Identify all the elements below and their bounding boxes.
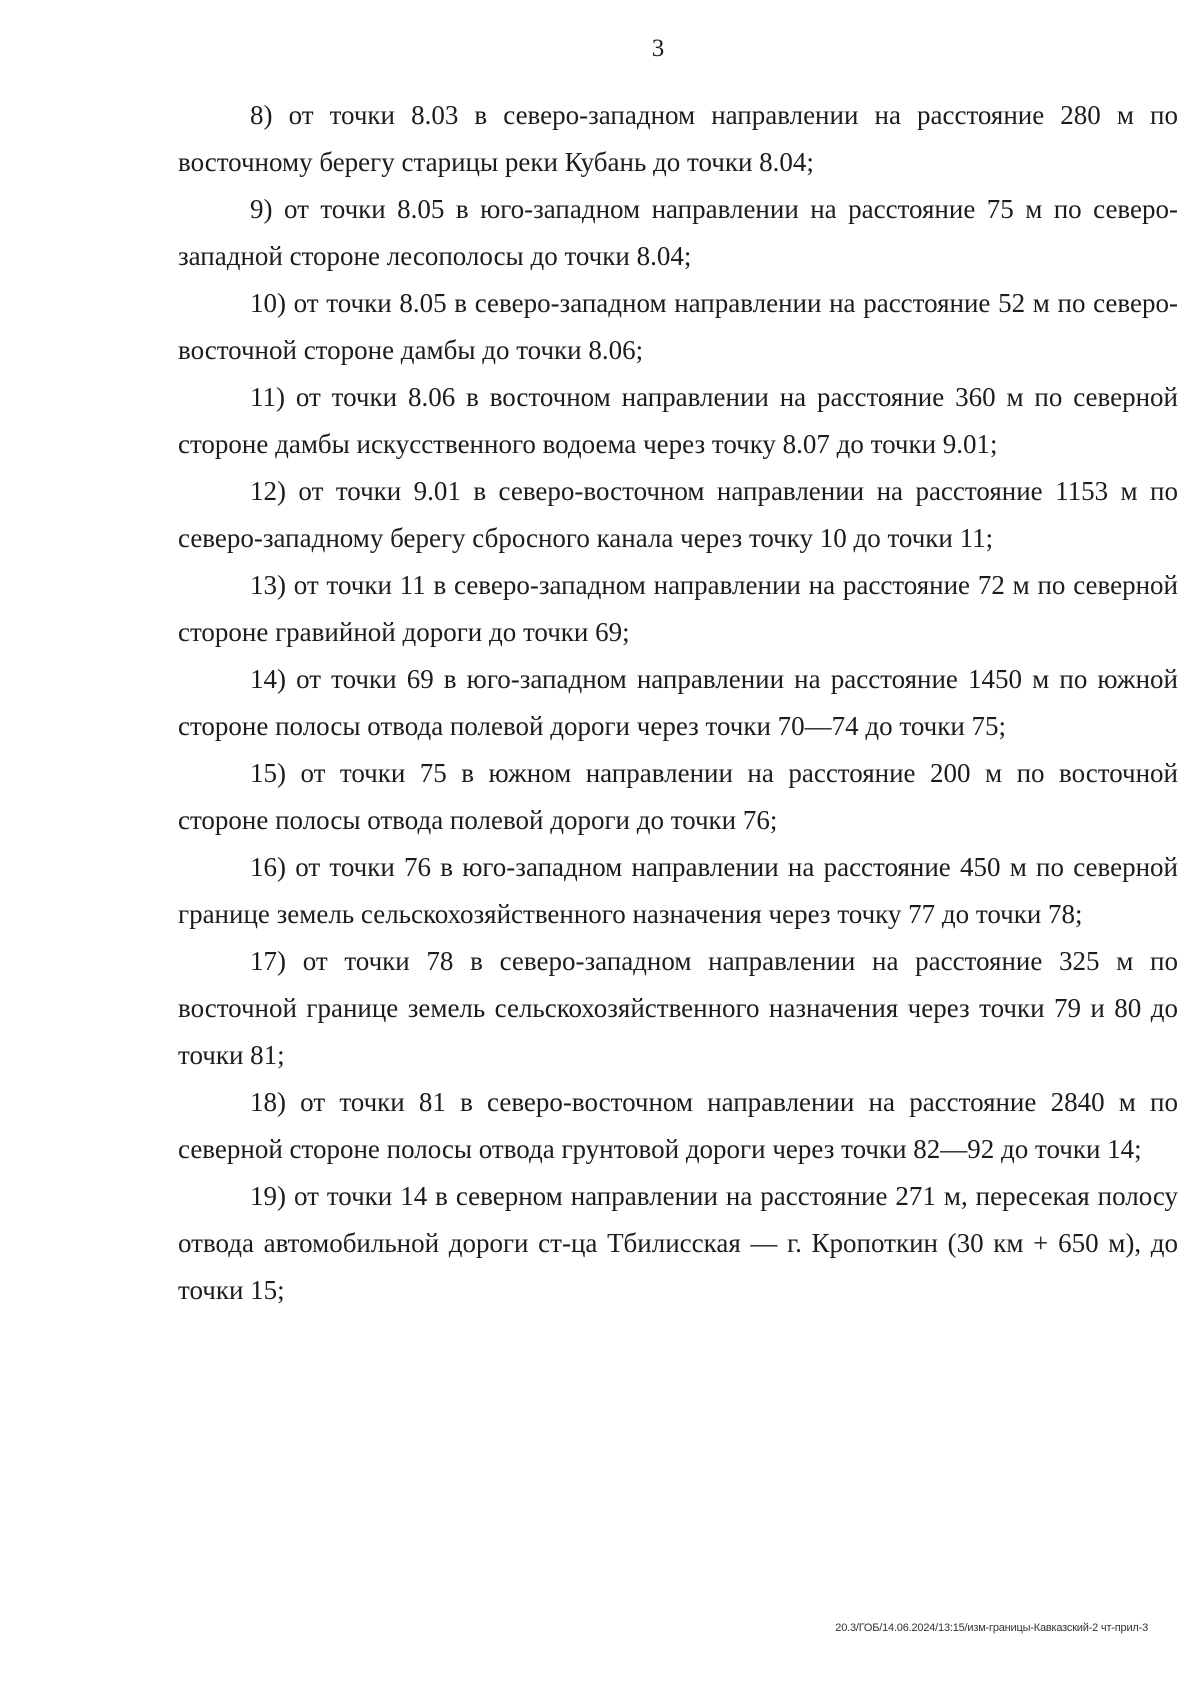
- page-number: 3: [651, 35, 665, 62]
- paragraph-item-8: 8) от точки 8.03 в северо-западном направлении на расстояние 280 м по восточному берегу старицы реки Кубань до точки 8.04;: [178, 100, 1178, 177]
- paragraph-item-13: 13) от точки 11 в северо-западном направлении на расстояние 72 м по северной стороне гравийной дороги до точки 69;: [178, 570, 1178, 647]
- paragraph-item-12: 12) от точки 9.01 в северо-восточном направлении на расстояние 1153 м по северо-западному берегу сбросного канала через точку 10 до точки 11;: [178, 476, 1178, 553]
- paragraph-item-11: 11) от точки 8.06 в восточном направлении на расстояние 360 м по северной стороне дамбы искусственного водоема через точку 8.07 до точки 9.01;: [178, 382, 1178, 459]
- footer-document-stamp: 20.3/ГОБ/14.06.2024/13:15/изм-границы-Кавказский-2 чт-прил-3: [835, 1622, 1148, 1634]
- paragraph-item-16: 16) от точки 76 в юго-западном направлении на расстояние 450 м по северной границе земель сельскохозяйственного назначения через точку 77 до точки 78;: [178, 852, 1178, 929]
- paragraph-item-18: 18) от точки 81 в северо-восточном направлении на расстояние 2840 м по северной стороне полосы отвода грунтовой дороги через точки 82—92 до точки 14;: [178, 1087, 1178, 1164]
- paragraph-item-17: 17) от точки 78 в северо-западном направлении на расстояние 325 м по восточной границе земель сельскохозяйственного назначения через точки 79 и 80 до точки 81;: [178, 946, 1178, 1070]
- document-body: [178, 92, 1178, 1314]
- paragraph-item-15: 15) от точки 75 в южном направлении на расстояние 200 м по восточной стороне полосы отвода полевой дороги до точки 76;: [178, 758, 1178, 835]
- paragraph-item-9: 9) от точки 8.05 в юго-западном направлении на расстояние 75 м по северо-западной стороне лесополосы до точки 8.04;: [178, 194, 1178, 271]
- paragraph-item-19: 19) от точки 14 в северном направлении на расстояние 271 м, пересекая полосу отвода автомобильной дороги ст-ца Тбилисская — г. Кропоткин (30 км + 650 м), до точки 15;: [178, 1181, 1178, 1305]
- paragraph-item-14: 14) от точки 69 в юго-западном направлении на расстояние 1450 м по южной стороне полосы отвода полевой дороги через точки 70—74 до точки 75;: [178, 664, 1178, 741]
- paragraph-item-10: 10) от точки 8.05 в северо-западном направлении на расстояние 52 м по северо-восточной стороне дамбы до точки 8.06;: [178, 288, 1178, 365]
